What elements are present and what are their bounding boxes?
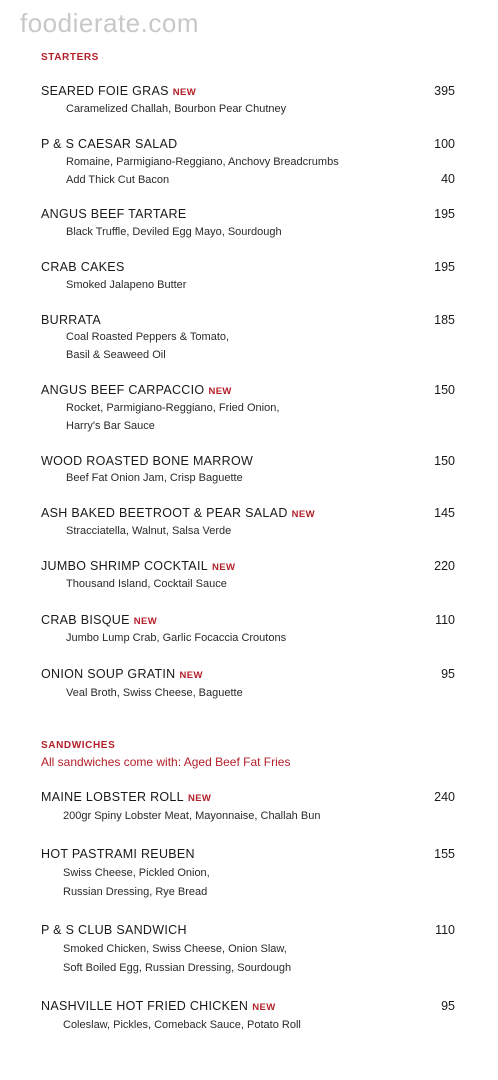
menu-item-price: 95 xyxy=(441,667,455,681)
menu-item-name: ANGUS BEEF TARTARE xyxy=(41,207,187,221)
menu-item-price: 395 xyxy=(434,84,455,98)
new-badge: NEW xyxy=(179,670,203,681)
menu-item-price: 195 xyxy=(434,260,455,274)
menu-item-description: Russian Dressing, Rye Bread xyxy=(63,886,208,898)
menu-item-name: BURRATA xyxy=(41,313,101,327)
menu-item-price: 95 xyxy=(441,999,455,1013)
menu-item-description: Caramelized Challah, Bourbon Pear Chutney xyxy=(66,103,287,115)
menu-item-name: ANGUS BEEF CARPACCIO NEW xyxy=(41,383,232,397)
menu-item-description: Romaine, Parmigiano-Reggiano, Anchovy Breadcrumbs xyxy=(66,156,339,168)
menu-item-description: Black Truffle, Deviled Egg Mayo, Sourdough xyxy=(66,226,282,238)
menu-item-price: 185 xyxy=(434,313,455,327)
menu-item-description: Thousand Island, Cocktail Sauce xyxy=(66,578,227,590)
menu-item-price: 240 xyxy=(434,790,455,804)
menu-item-price: 150 xyxy=(434,454,455,468)
new-badge: NEW xyxy=(291,509,316,520)
menu-item-name: MAINE LOBSTER ROLL NEW xyxy=(41,790,212,804)
menu-item-addon: Add Thick Cut Bacon xyxy=(66,174,170,186)
menu-item-price: 155 xyxy=(434,847,455,861)
menu-item-addon-price: 40 xyxy=(441,172,455,186)
menu-item-description: Veal Broth, Swiss Cheese, Baguette xyxy=(66,687,243,699)
menu-item-description: Rocket, Parmigiano-Reggiano, Fried Onion, xyxy=(66,402,280,414)
section-note: All sandwiches come with: Aged Beef Fat Fries xyxy=(41,755,291,769)
menu-item-name: WOOD ROASTED BONE MARROW xyxy=(41,454,254,468)
menu-item-name: ONION SOUP GRATIN NEW xyxy=(41,667,203,681)
menu-item-name: P & S CAESAR SALAD xyxy=(41,137,178,151)
menu-item-price: 145 xyxy=(434,506,455,520)
menu-item-description: Coleslaw, Pickles, Comeback Sauce, Potato Roll xyxy=(63,1019,301,1031)
menu-item-description: Basil & Seaweed Oil xyxy=(66,349,166,361)
new-badge: NEW xyxy=(187,793,212,804)
menu-item-description: Smoked Chicken, Swiss Cheese, Onion Slaw, xyxy=(63,943,287,955)
menu-item-name: ASH BAKED BEETROOT & PEAR SALAD NEW xyxy=(41,506,316,520)
menu-item-price: 100 xyxy=(434,137,455,151)
watermark: foodierate.com xyxy=(20,8,199,38)
menu-item-price: 150 xyxy=(434,383,455,397)
menu-item-name: SEARED FOIE GRAS NEW xyxy=(41,84,197,98)
new-badge: NEW xyxy=(211,562,236,573)
menu-item-name: P & S CLUB SANDWICH xyxy=(41,923,187,937)
menu-item-name: CRAB BISQUE NEW xyxy=(41,613,158,627)
menu-item-price: 110 xyxy=(435,923,455,937)
menu-item-description: Smoked Jalapeno Butter xyxy=(66,279,187,291)
menu-item-description: Jumbo Lump Crab, Garlic Focaccia Croutons xyxy=(66,632,287,644)
section-title-starters: STARTERS xyxy=(41,52,99,63)
menu-item-description: 200gr Spiny Lobster Meat, Mayonnaise, Challah Bun xyxy=(63,810,321,822)
menu-item-description: Beef Fat Onion Jam, Crisp Baguette xyxy=(66,472,243,484)
new-badge: NEW xyxy=(252,1002,276,1013)
menu-item-description: Soft Boiled Egg, Russian Dressing, Sourdough xyxy=(63,962,292,974)
menu-item-name: CRAB CAKES xyxy=(41,260,125,274)
menu-item-name: NASHVILLE HOT FRIED CHICKEN NEW xyxy=(41,999,276,1013)
new-badge: NEW xyxy=(172,87,197,98)
menu-item-description: Swiss Cheese, Pickled Onion, xyxy=(63,867,210,879)
new-badge: NEW xyxy=(208,386,232,397)
menu-item-price: 110 xyxy=(435,613,455,627)
menu-item-description: Stracciatella, Walnut, Salsa Verde xyxy=(66,525,232,537)
menu-item-price: 220 xyxy=(434,559,455,573)
section-title-sandwiches: SANDWICHES xyxy=(41,740,116,751)
menu-item-description: Harry's Bar Sauce xyxy=(66,420,155,432)
menu-item-price: 195 xyxy=(434,207,455,221)
menu-item-name: HOT PASTRAMI REUBEN xyxy=(41,847,195,861)
menu-item-description: Coal Roasted Peppers & Tomato, xyxy=(66,331,230,343)
menu-item-name: JUMBO SHRIMP COCKTAIL NEW xyxy=(41,559,236,573)
new-badge: NEW xyxy=(133,616,158,627)
